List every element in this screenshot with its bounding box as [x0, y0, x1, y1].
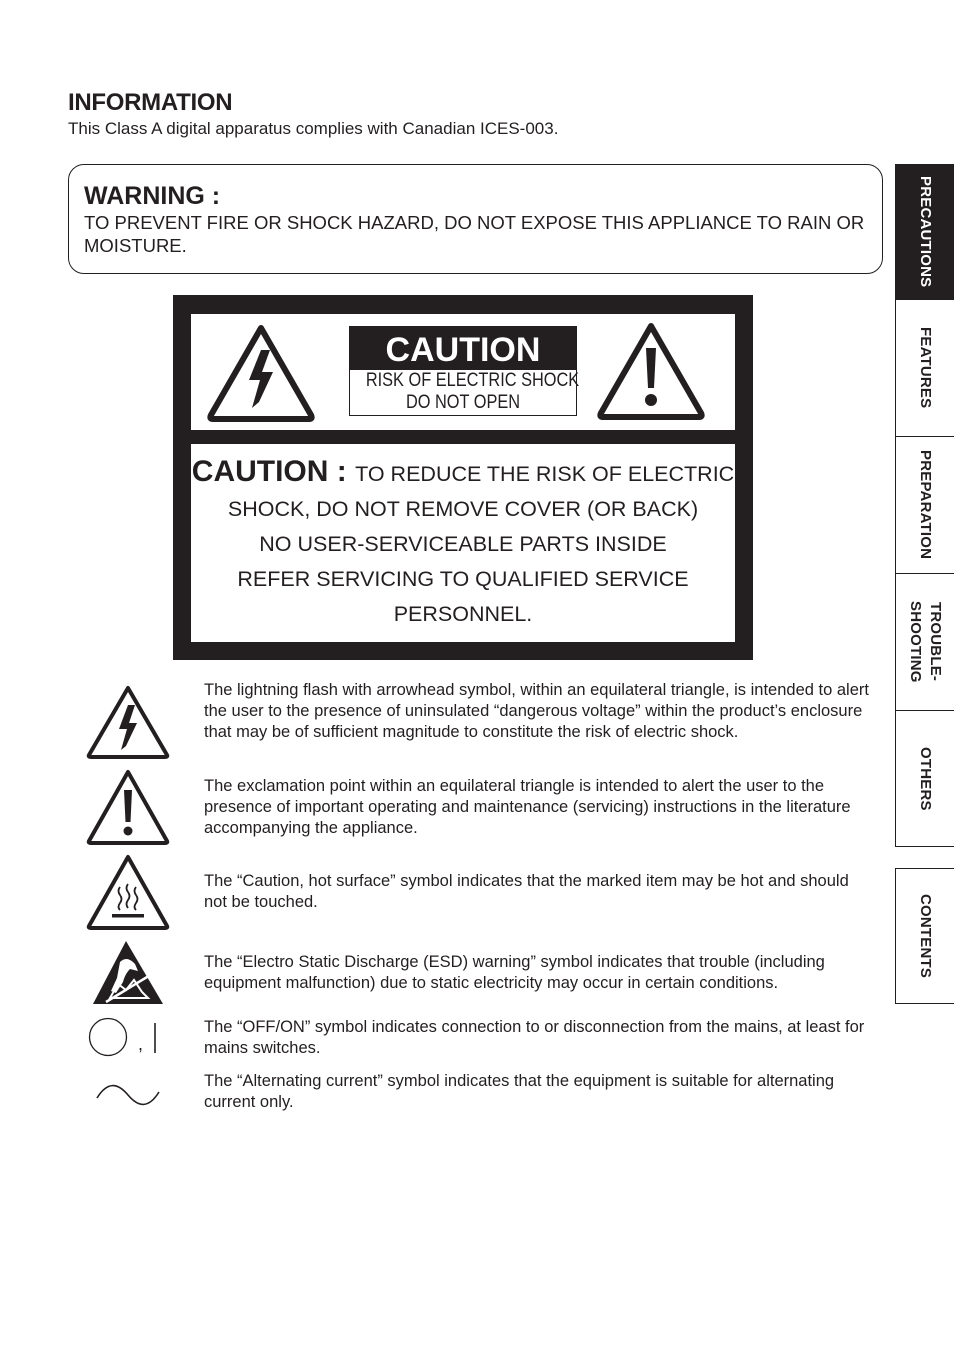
exclamation-triangle-icon: [595, 320, 707, 420]
caution-banner-title: CAUTION: [350, 327, 576, 370]
tab-label: FEATURES: [917, 327, 934, 409]
caution-body-line: NO USER-SERVICEABLE PARTS INSIDE: [259, 532, 667, 556]
tab-label: OTHERS: [917, 746, 934, 811]
symbol-description: The “Electro Static Discharge (ESD) warning” symbol indicates that trouble (including equipment malfunction) due to static electricity may occur in certain conditions.: [204, 953, 825, 992]
caution-body-line: TO REDUCE THE RISK OF ELECTRIC: [355, 462, 735, 486]
tab-features[interactable]: [895, 300, 954, 437]
symbol-description: The “Caution, hot surface” symbol indicates that the marked item may be hot and should not be touched.: [204, 872, 849, 911]
tab-label: PRECAUTIONS: [917, 175, 934, 288]
information-heading: INFORMATION: [68, 89, 233, 116]
tab-label: PREPARATION: [917, 450, 934, 560]
hot-surface-icon: [80, 853, 175, 931]
caution-body-line: PERSONNEL.: [393, 602, 533, 626]
warning-text: TO PREVENT FIRE OR SHOCK HAZARD, DO NOT EXPOSE THIS APPLIANCE TO RAIN OR MOISTURE.: [84, 212, 865, 256]
symbol-description: The “Alternating current” symbol indicates that the equipment is suitable for alternating current only.: [204, 1072, 835, 1111]
exclamation-triangle-icon: [80, 768, 175, 846]
caution-banner-line: RISK OF ELECTRIC SHOCK: [365, 370, 580, 391]
tab-contents[interactable]: [895, 868, 954, 1004]
warning-box: [68, 164, 883, 274]
symbol-description: The “OFF/ON” symbol indicates connection to or disconnection from the mains, at least for mains switches.: [204, 1018, 865, 1057]
caution-body-text: [191, 454, 735, 632]
caution-body-lead: CAUTION :: [191, 455, 356, 488]
lightning-triangle-icon: [80, 684, 175, 760]
warning-title: WARNING :: [84, 182, 221, 210]
tab-label: CONTENTS: [917, 893, 934, 979]
alternating-current-icon: [80, 1078, 175, 1112]
tab-others[interactable]: [895, 711, 954, 847]
caution-banner: [349, 326, 580, 416]
tab-troubleshooting[interactable]: [895, 574, 954, 711]
off-on-icon: [80, 1014, 183, 1060]
tab-precautions[interactable]: [895, 164, 954, 300]
esd-warning-icon: [80, 938, 175, 1006]
symbol-description: The lightning flash with arrowhead symbol, within an equilateral triangle, is intended to alert the user to the presence of uninsulated “dangerous voltage” within the product’s enclosure that may be of sufficient magnitude to constitute the risk of electric shock.: [204, 681, 869, 741]
symbol-description: The exclamation point within an equilateral triangle is intended to alert the user to the presence of important operating and maintenance (servicing) instructions in the literature accompanying the appliance.: [204, 777, 851, 837]
on-line-icon: [143, 1019, 163, 1055]
caution-body-line: SHOCK, DO NOT REMOVE COVER (OR BACK): [227, 497, 699, 521]
lightning-triangle-icon: [205, 322, 317, 422]
information-text: This Class A digital apparatus complies with Canadian ICES-003.: [68, 119, 559, 138]
caution-label-body: [191, 444, 735, 642]
caution-banner-line: DO NOT OPEN: [405, 392, 521, 413]
caution-label: [173, 295, 753, 660]
tab-preparation[interactable]: [895, 437, 954, 574]
caution-label-header: [191, 314, 735, 430]
off-on-separator: ,: [138, 1033, 144, 1054]
tab-label: TROUBLE- SHOOTING: [907, 601, 944, 683]
caution-body-line: REFER SERVICING TO QUALIFIED SERVICE: [237, 567, 689, 591]
off-circle-icon: [88, 1017, 128, 1057]
